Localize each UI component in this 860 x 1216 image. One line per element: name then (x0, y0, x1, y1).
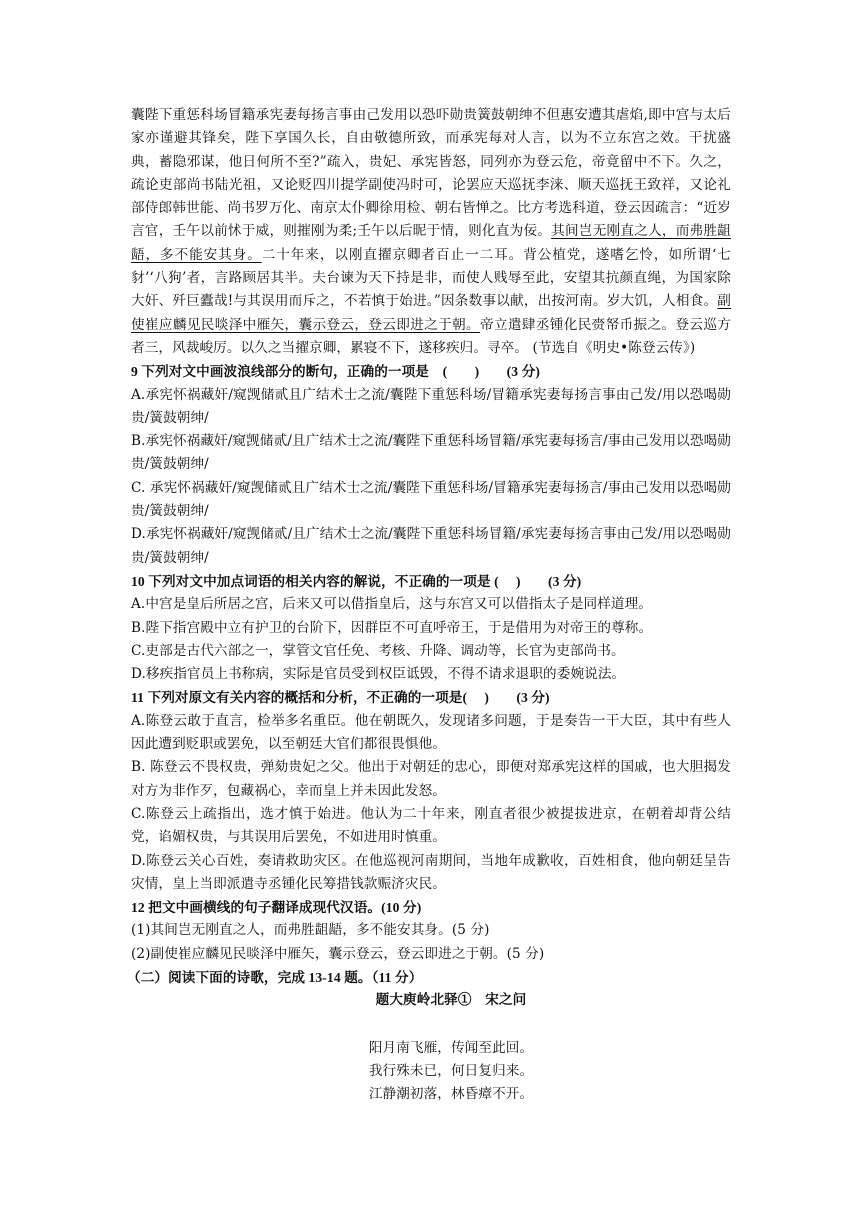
passage-text-2: 二十年来，以刚直擢京卿者百止一二耳。背公植党，遂嗜乞怜，如所谓‘七豺’‘八狗’者，言路顾居其半。夫台谏为天下持是非，而使人贱辱至此，安望其抗颜直绳，为国家除大奸、歼巨蠹哉!与其误用而斥之，不若慎于始进。”因条数事以献，出按河南。岁大饥，人相食。 (131, 246, 731, 310)
passage-paragraph (131, 104, 731, 360)
poem-title: 题大庾岭北驿① 宋之问 (375, 992, 527, 1009)
question-9-stem: 9 下列对文中画波浪线部分的断句，正确的一项是 ( ) (3 分) (131, 364, 541, 380)
section-heading: （二）阅读下面的诗歌，完成 13-14 题。（11 分） (127, 969, 423, 985)
poem-line-1: 阳月南飞雁，传闻至此回。 (368, 1039, 534, 1056)
question-9-option-b: B.承宪怀祸藏奸/窥觊储贰/且广结术士之流/囊陛下重惩科场冒籍/承宪妻每扬言/事由己发用以恐喝勋贵/簧鼓朝绅/ (131, 433, 731, 473)
question-11-option-b: B. 陈登云不畏权贵，弹劾贵妃之父。他出于对朝廷的忠心，即便对郑承宪这样的国戚，也大胆揭发对方为非作歹，包藏祸心，幸而皇上并未因此发怒。 (131, 759, 731, 799)
question-9-option-c: C. 承宪怀祸藏奸/窥觊储贰且广结术士之流/囊陛下重惩科场/冒籍承宪妻每扬言/事由己发用以恐喝勋贵/簧鼓朝绅/ (131, 479, 731, 520)
question-12-stem: 12 把文中画横线的句子翻译成现代汉语。(10 分) (131, 900, 422, 916)
question-10-option-c: C.吏部是古代六部之一，掌管文官任免、考核、升降、调动等，长官为吏部尚书。 (131, 642, 625, 659)
question-10-option-a: A.中宫是皇后所居之宫，后来又可以借指皇后，这与东宫又可以借指太子是同样道理。 (131, 596, 653, 613)
question-11-stem: 11 下列对原文有关内容的概括和分析，不正确的一项是( ) (3 分) (131, 690, 550, 706)
underlined-sentence-2: 副使崔应麟见民啖泽中雁矢，囊示登云，登云即进之于朝。 (131, 293, 731, 333)
poem-line-2: 我行殊未已，何日复归来。 (368, 1062, 534, 1079)
question-11-option-d: D.陈登云关心百姓，奏请救助灾区。在他巡视河南期间，当地年成歉收，百姓相食，他向朝廷呈告灾情，皇上当即派遣寺丞锺化民筹措钱款赈济灾民。 (131, 852, 731, 892)
poem-line-3: 江静潮初落，林昏瘴不开。 (368, 1086, 534, 1103)
document-page (127, 104, 731, 1106)
question-9-option-d: D.承宪怀祸藏奸/窥觊储贰/且广结术士之流/囊陛下重惩科场冒籍/承宪妻每扬言事由己发/用以恐喝勋贵/簧鼓朝绅/ (131, 526, 731, 566)
question-10-stem: 10 下列对文中加点词语的相关内容的解说，不正确的一项是 ( ) (3 分) (131, 573, 582, 589)
question-11-option-a: A.陈登云敢于直言，检举多名重臣。他在朝既久，发现诸多问题，于是奏告一干大臣，其中有些人因此遭到贬职或罢免，以至朝廷大官们都很畏惧他。 (131, 712, 731, 753)
question-12-item-2: (2)副使崔应麟见民啖泽中雁矢，囊示登云，登云即进之于朝。(5 分) (131, 945, 545, 962)
passage-text-1: 囊陛下重惩科场冒籍承宪妻每扬言事由己发用以恐吓勋贵簧鼓朝绅不但惠安遭其虐焰,即中宫与太后家亦谨避其锋矣，陛下享国久长，自由敬德所致，而承宪每对人言，以为不立东宫之效。干扰盛典，蓄隐邪谋，他日何所不至?”疏入，贵妃、承宪皆怒，同列亦为登云危，帝竟留中不下。久之，疏论吏部尚书陆光祖，又论贬四川提学副使冯时可，论罢应天巡抚李涞、顺天巡抚王致祥，又论礼部侍郎韩世能、尚书罗万化、南京太仆卿徐用检、朝右皆惮之。比方考选科道，登云因疏言：“近岁言官，壬午以前怵于威，则摧刚为柔;壬午以后昵于情，则化直为佞。 (131, 107, 731, 240)
question-9-option-a: A.承宪怀祸藏奸/窥觊储贰且广结术士之流/囊陛下重惩科场/冒籍承宪妻每扬言事由己发/用以恐喝勋贵/簧鼓朝绅/ (131, 386, 731, 426)
question-10-option-b: B.陛下指宫殿中立有护卫的台阶下，因群臣不可直呼帝王，于是借用为对帝王的尊称。 (131, 619, 653, 636)
underlined-sentence-1: 其间岂无刚直之人，而弗胜龃龉，多不能安其身。 (131, 223, 731, 263)
spacer (131, 1013, 731, 1037)
question-11-option-c: C.陈登云上疏指出，选才慎于始进。他认为二十年来，刚直者很少被提拔进京，在朝着却背公结党，谄媚权贵，与其误用后罢免，不如进用时慎重。 (131, 805, 731, 846)
question-10-option-d: D.移疾指官员上书称病，实际是官员受到权臣诋毁，不得不请求退职的委婉说法。 (131, 666, 626, 683)
passage-text-3: 帝立遣肆丞锺化民赍帑币振之。登云巡方者三，风裁峻厉。以久之当擢京卿，累寝不下，遂移疾归。寻卒。 (节选自《明史•陈登云传》) (131, 316, 731, 356)
question-12-item-1: (1)其间岂无刚直之人，而弗胜龃龉，多不能安其身。(5 分) (131, 922, 490, 939)
